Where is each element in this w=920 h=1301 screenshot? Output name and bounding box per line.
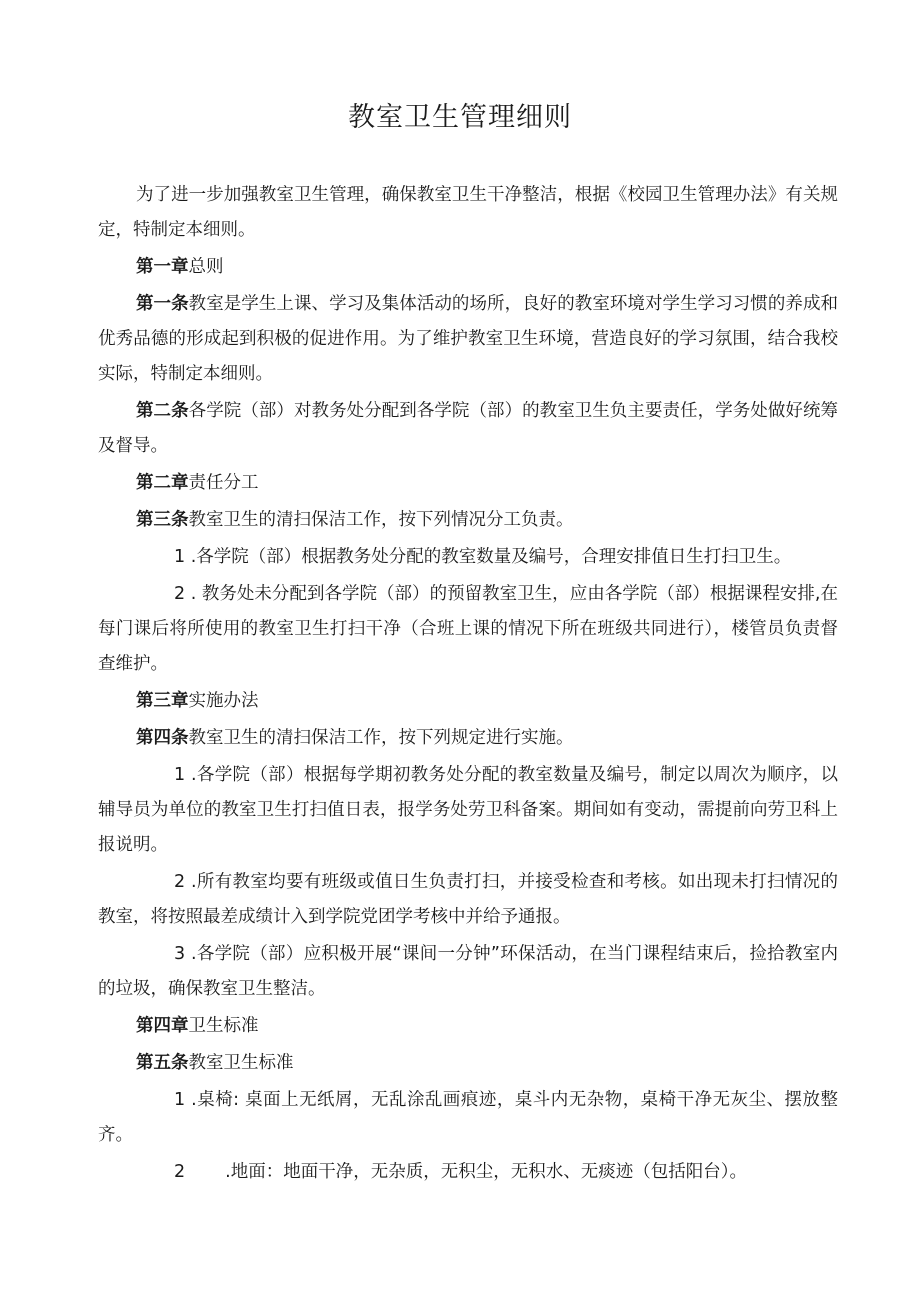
- item-number: 3: [174, 944, 186, 964]
- article-5-item-1: [98, 1083, 838, 1153]
- document-title: 教室卫生管理细则: [348, 102, 572, 133]
- chapter-4-name: 卫生标准: [188, 1016, 259, 1036]
- chapter-1-label: 第一章: [136, 257, 189, 277]
- chapter-2-heading: [98, 466, 838, 501]
- article-1: [98, 287, 838, 392]
- item-number: 1: [174, 765, 186, 785]
- article-5-label: 第五条: [136, 1053, 189, 1073]
- document-body: [98, 178, 838, 1190]
- article-3-item-2: [98, 577, 838, 682]
- article-3-item-1: [98, 540, 838, 575]
- item-text: .各学院（部）应积极开展“课间一分钟”环保活动，在当门课程结束后，捡拾教室内的垃圾，确保教室卫生整洁。: [98, 944, 838, 999]
- item-text: .各学院（部）根据每学期初教务处分配的教室数量及编号，制定以周次为顺序，以辅导员为单位的教室卫生打扫值日表，报学务处劳卫科备案。期间如有变动，需提前向劳卫科上报说明。: [98, 765, 838, 855]
- article-5-text: 教室卫生标准: [188, 1053, 294, 1073]
- chapter-4-heading: [98, 1009, 838, 1044]
- article-5-item-2: [98, 1155, 838, 1190]
- item-number: 2: [174, 1162, 186, 1182]
- article-3: [98, 503, 838, 538]
- article-3-text: 教室卫生的清扫保洁工作，按下列情况分工负责。: [188, 510, 574, 530]
- article-1-text: 教室是学生上课、学习及集体活动的场所，良好的教室环境对学生学习习惯的养成和优秀品德的形成起到积极的促进作用。为了维护教室卫生环境，营造良好的学习氛围，结合我校实际，特制定本细则。: [98, 294, 838, 384]
- article-4-item-2: [98, 865, 838, 935]
- item-number: 2: [174, 872, 186, 892]
- chapter-4-label: 第四章: [136, 1016, 189, 1036]
- chapter-3-label: 第三章: [136, 691, 189, 711]
- chapter-3-name: 实施办法: [188, 691, 259, 711]
- article-4-text: 教室卫生的清扫保洁工作，按下列规定进行实施。: [188, 728, 574, 748]
- item-number: 1: [174, 1090, 186, 1110]
- chapter-2-label: 第二章: [136, 473, 189, 493]
- chapter-1-name: 总则: [188, 257, 224, 277]
- intro-paragraph: 为了进一步加强教室卫生管理，确保教室卫生干净整洁，根据《校园卫生管理办法》有关规定，特制定本细则。: [98, 185, 838, 240]
- item-text: .桌椅: 桌面上无纸屑，无乱涂乱画痕迹，桌斗内无杂物，桌椅干净无灰尘、摆放整齐。: [98, 1090, 838, 1145]
- article-2-text: 各学院（部）对教务处分配到各学院（部）的教室卫生负主要责任，学务处做好统筹及督导。: [98, 401, 838, 456]
- item-text: . 教务处未分配到各学院（部）的预留教室卫生，应由各学院（部）根据课程安排,在每门课后将所使用的教室卫生打扫干净（合班上课的情况下所在班级共同进行），楼管员负责督查维护。: [98, 584, 838, 674]
- chapter-2-name: 责任分工: [188, 473, 259, 493]
- item-text: .各学院（部）根据教务处分配的教室数量及编号，合理安排值日生打扫卫生。: [185, 547, 792, 567]
- chapter-1-heading: [98, 250, 838, 285]
- article-4-item-1: [98, 758, 838, 863]
- article-2: [98, 394, 838, 464]
- item-text: .所有教室均要有班级或值日生负责打扫，并接受检查和考核。如出现未打扫情况的教室，将按照最差成绩计入到学院党团学考核中并给予通报。: [98, 872, 838, 927]
- article-3-label: 第三条: [136, 510, 189, 530]
- item-number: 2: [174, 584, 186, 604]
- chapter-3-heading: [98, 684, 838, 719]
- article-2-label: 第二条: [136, 401, 189, 421]
- article-1-label: 第一条: [136, 294, 189, 314]
- article-4-item-3: [98, 937, 838, 1007]
- article-4-label: 第四条: [136, 728, 189, 748]
- article-5: [98, 1046, 838, 1081]
- item-text: .地面：地面干净，无杂质，无积尘，无积水、无痰迹（包括阳台）。: [225, 1162, 747, 1182]
- item-number: 1: [174, 547, 186, 567]
- article-4: [98, 721, 838, 756]
